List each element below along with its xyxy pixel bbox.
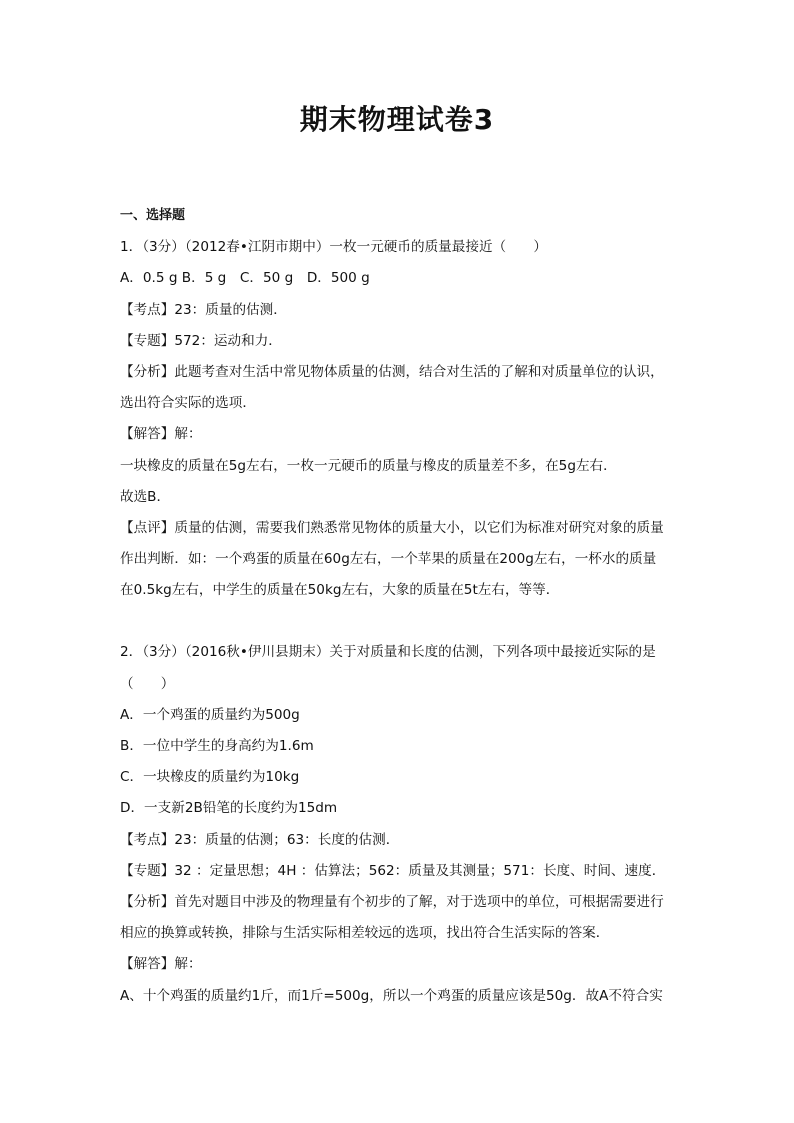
q1-zhuanti: 【专题】572：运动和力．	[120, 332, 282, 349]
document-body	[120, 206, 680, 1017]
q2-option-d: D．一支新2B铅笔的长度约为15dm	[120, 800, 338, 817]
q2-zhuanti: 【专题】32 ：定量思想；4H ：估算法；562：质量及其测量；571：长度、时间、速度．	[120, 862, 666, 879]
q1-kaodian: 【考点】23：质量的估测．	[120, 301, 287, 318]
q1-dianping-line: 【点评】质量的估测，需要我们熟悉常见物体的质量大小，以它们为标准对研究对象的质量	[120, 519, 664, 536]
q1-stem: 1．（3分）（2012春•江阴市期中）一枚一元硬币的质量最接近（ ）	[120, 239, 547, 256]
q2-option-a: A．一个鸡蛋的质量约为500g	[120, 706, 300, 723]
q2-kaodian: 【考点】23：质量的估测；63：长度的估测．	[120, 831, 400, 848]
q1-dianping-line: 作出判断．如：一个鸡蛋的质量在60g左右，一个苹果的质量在200g左右，一杯水的质量	[120, 551, 657, 568]
q2-fenxi-line: 相应的换算或转换，排除与生活实际相差较远的选项，找出符合生活实际的答案．	[120, 925, 610, 942]
q2-option-c: C．一块橡皮的质量约为10kg	[120, 769, 300, 786]
q1-jieda-label: 【解答】解：	[120, 426, 202, 443]
section-header: 一、选择题	[120, 208, 186, 223]
q2-stem-line: 2．（3分）（2016秋•伊川县期末）关于对质量和长度的估测，下列各项中最接近实际的是	[120, 644, 656, 661]
q1-options: A．0.5 g B．5 g C．50 g D．500 g	[120, 270, 370, 287]
q1-fenxi-line: 选出符合实际的选项．	[120, 395, 256, 412]
q1-jieda-line: 一块橡皮的质量在5g左右，一枚一元硬币的质量与橡皮的质量差不多，在5g左右．	[120, 457, 617, 474]
q1-fenxi-line: 【分析】此题考查对生活中常见物体质量的估测，结合对生活的了解和对质量单位的认识，	[120, 363, 664, 380]
q2-jieda-label: 【解答】解：	[120, 956, 202, 973]
q2-jieda-line: A、十个鸡蛋的质量约1斤，而1斤=500g，所以一个鸡蛋的质量应该是50g．故A不符合实	[120, 987, 663, 1004]
q2-fenxi-line: 【分析】首先对题目中涉及的物理量有个初步的了解，对于选项中的单位，可根据需要进行	[120, 893, 664, 910]
q1-dianping-line: 在0.5kg左右，中学生的质量在50kg左右，大象的质量在5t左右，等等．	[120, 582, 560, 599]
q2-option-b: B．一位中学生的身高约为1.6m	[120, 738, 314, 754]
page-title: 期末物理试卷3	[299, 103, 495, 136]
question-spacer	[120, 611, 680, 642]
q1-jieda-line: 故选B．	[120, 488, 171, 505]
q2-stem-line: （ ）	[120, 675, 175, 692]
